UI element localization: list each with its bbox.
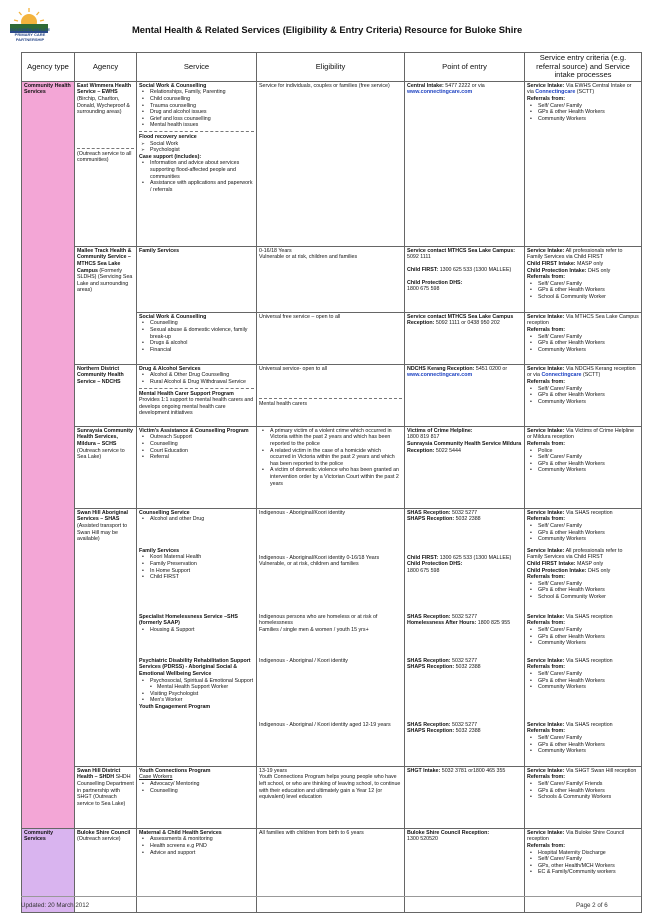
entry-phone: 5032 2388	[455, 728, 481, 735]
eligibility-text: Families / single men & women / youth 15 yrs+	[259, 626, 369, 633]
table-row	[22, 426, 642, 508]
list-item: • Alcohol & Other Drug Counselling	[139, 372, 254, 379]
eligibility-text: Universal free service – open to all	[259, 313, 341, 320]
referrals-label: Referrals from:	[527, 574, 565, 581]
list-item: • Referral	[139, 454, 254, 461]
list-item: • Self/ Carer/ Family	[527, 334, 639, 341]
footer-page-number: Page 2 of 6	[576, 902, 608, 909]
eligibility-text: Indigenous - Aboriginal/Koori identity	[259, 509, 345, 516]
criteria-text: Via SHAS reception	[565, 721, 613, 728]
referrals-label: Referrals from:	[527, 95, 565, 102]
service-heading: Social Work & Counselling	[139, 313, 207, 320]
eligibility-cell	[257, 364, 405, 426]
criteria-text: Via EWHS Central Intake or via	[527, 82, 632, 96]
criteria-label: Child Protection Intake:	[527, 267, 587, 274]
list-item: • Community Workers	[527, 399, 639, 406]
table-row	[22, 828, 642, 912]
entry-cell	[405, 508, 525, 766]
list-item: • Advocacy/ Mentoring	[139, 781, 254, 788]
list-item: • In Home Support	[139, 568, 254, 575]
entry-label: SHAS Reception:	[407, 721, 451, 728]
service-heading: Family Services	[139, 247, 180, 254]
agency-note: (Outreach service)	[77, 836, 121, 843]
criteria-label: Service Intake:	[527, 427, 565, 434]
list-item: • GPs & other Health Workers	[527, 678, 639, 685]
header-agency: Agency	[75, 53, 137, 82]
referrals-label: Referrals from:	[527, 774, 565, 781]
connectingcare-link[interactable]: Connectingcare	[535, 89, 576, 96]
header-entry-criteria: Service entry criteria (e.g. referral source) and Service intake processes	[525, 53, 642, 82]
service-heading: Victim's Assistance & Counselling Program	[139, 427, 249, 434]
entry-label: SHAPS Reception:	[407, 664, 455, 671]
criteria-text: DHS only	[587, 267, 611, 274]
agency-name: East Wimmera Health Service – EWHS	[77, 82, 132, 96]
entry-label: SHAPS Reception:	[407, 516, 455, 523]
list-item: • Psychosocial, Spiritual & Emotional Support	[139, 678, 254, 685]
list-item: • Mental Health Support Worker	[139, 684, 254, 691]
entry-label: Victims of Crime Helpline:	[407, 427, 473, 434]
list-item: • Information and advice about services supporting flood-affected people and communities	[139, 160, 254, 180]
agency-note: (Assisted transport to Swan Hill may be available)	[77, 522, 128, 543]
criteria-cell	[525, 766, 642, 828]
criteria-text: MASP only	[577, 260, 604, 267]
criteria-cell	[525, 312, 642, 364]
criteria-label: Service Intake:	[527, 613, 565, 620]
list-item: • Health screens e.g PND	[139, 843, 254, 850]
list-item: • Grief and loss counselling	[139, 116, 254, 123]
service-heading: Drug & Alcohol Services	[139, 365, 201, 372]
agency-type-cell	[22, 81, 75, 828]
criteria-cell	[525, 246, 642, 312]
list-item: • Counselling	[139, 320, 254, 327]
entry-phone: 5032 5277	[452, 721, 478, 728]
list-item: • GPs, other Health/MCH Workers	[527, 863, 639, 870]
list-item: • Counselling	[139, 788, 254, 795]
list-item: • Relationships, Family, Parenting	[139, 89, 254, 96]
list-item: • Community Workers	[527, 467, 639, 474]
criteria-text: MASP only	[577, 560, 604, 567]
eligibility-text: Indigenous persons who are homeless or at risk of homelessness	[259, 613, 378, 627]
list-item: • Community Workers	[527, 684, 639, 691]
eligibility-text: All families with children from birth to 6 years	[259, 829, 364, 836]
table-row	[22, 766, 642, 828]
entry-label: SHAS Reception:	[407, 657, 451, 664]
list-item: ➢ Psychologist	[139, 147, 254, 154]
eligibility-cell	[257, 246, 405, 312]
entry-phone: 5032 5277	[452, 509, 478, 516]
list-item: • Outreach Support	[139, 434, 254, 441]
criteria-cell	[525, 81, 642, 246]
agency-type-cell	[22, 828, 75, 912]
list-item: • Sexual abuse & domestic violence, family break-up	[139, 327, 254, 340]
agency-cell	[75, 81, 137, 246]
referrals-label: Referrals from:	[527, 842, 565, 849]
criteria-text: Via Victims of Crime Helpline or Mildura reception	[527, 427, 634, 441]
list-item: • Community Workers	[527, 748, 639, 755]
entry-phone: 1300 625 533 (1300 MALLEE)	[439, 266, 512, 273]
entry-label: SHAPS Reception:	[407, 728, 455, 735]
entry-phone: 5032 5277	[452, 613, 478, 620]
list-item: • GPs & other Health Workers	[527, 788, 639, 795]
connectingcare-link[interactable]: Connectingcare	[541, 372, 582, 379]
list-item: • Child counselling	[139, 96, 254, 103]
service-heading: Social Work & Counselling	[139, 82, 207, 89]
entry-label: SHAS Reception:	[407, 613, 451, 620]
service-heading: Case support (includes):	[139, 153, 202, 160]
service-cell	[137, 312, 257, 364]
entry-label: NDCHS Kerang Reception:	[407, 365, 475, 372]
list-item: • Trauma counselling	[139, 103, 254, 110]
list-item: • GPs & other Health Workers	[527, 634, 639, 641]
eligibility-cell	[257, 508, 405, 766]
list-item: • Self/ Carer/ Family/ Friends	[527, 781, 639, 788]
entry-cell	[405, 766, 525, 828]
logo-text: SOUTHERN MALLEE PRIMARY CARE PARTNERSHIP	[10, 27, 50, 42]
service-cell	[137, 828, 257, 912]
list-item: • Rural Alcohol & Drug Withdrawal Service	[139, 379, 254, 386]
list-item: • Self/ Carer/ Family	[527, 103, 639, 110]
list-item: • GPs & other Health Workers	[527, 392, 639, 399]
list-item: • Court Education	[139, 448, 254, 455]
service-heading: Psychiatric Disability Rehabilitation Support Services (PDRSS) - Aboriginal Social & Emotional Wellbeing Service	[139, 657, 251, 677]
footer-divider	[21, 896, 641, 897]
entry-cell	[405, 81, 525, 246]
list-item: • Mental health issues	[139, 122, 254, 129]
list-item: • Visiting Psychologist	[139, 691, 254, 698]
table-row	[22, 81, 642, 246]
criteria-label: Service Intake:	[527, 767, 565, 774]
entry-phone: 5477 2222 or via	[445, 82, 485, 89]
list-item: • Schools & Community Workers	[527, 794, 639, 801]
criteria-text: (SCTT)	[576, 89, 595, 96]
criteria-text: Via SHAS reception	[565, 657, 613, 664]
list-item: ➢ Social Work	[139, 141, 254, 148]
service-heading: Family Services	[139, 547, 180, 554]
header-agency-type: Agency type	[22, 53, 75, 82]
service-cell	[137, 81, 257, 246]
service-subheading: Case Workers	[139, 774, 173, 781]
criteria-text: Via SHAS reception	[565, 509, 613, 516]
service-cell	[137, 508, 257, 766]
agency-note: SHDH Counselling Department in partnership with SHGT (Outreach service to Sea Lake)	[77, 774, 134, 807]
agency-note: (Birchip, Charlton, Donald, Wycheproof & surrounding areas)	[77, 95, 130, 116]
entry-phone: 5092 1111 or 0438 950 202	[435, 320, 500, 327]
eligibility-text: Universal service- open to all	[259, 365, 328, 372]
header-eligibility: Eligibility	[257, 53, 405, 82]
referrals-label: Referrals from:	[527, 440, 565, 447]
entry-cell	[405, 246, 525, 312]
agency-name: Swan Hill District Health – SHDH	[77, 767, 121, 781]
entry-label: Child FIRST:	[407, 554, 439, 561]
list-item: • Assistance with applications and paperwork / referrals	[139, 180, 254, 193]
list-item: • A primary victim of a violent crime which occurred in Victoria within the past 2 years and which has been reported to the police	[259, 428, 402, 448]
agency-name: Buloke Shire Council	[77, 829, 131, 836]
dashed-divider	[139, 388, 254, 389]
eligibility-cell	[257, 766, 405, 828]
criteria-text: Via MTHCS Sea Lake Campus reception	[527, 313, 639, 327]
list-item: • GPs & other Health Workers	[527, 287, 639, 294]
criteria-text: All professionals refer to Family Services via Child FIRST	[527, 547, 623, 561]
agency-name: Swan Hill Aboriginal Services – SHAS	[77, 509, 129, 523]
criteria-cell	[525, 364, 642, 426]
referrals-label: Referrals from:	[527, 664, 565, 671]
eligibility-text: 13-19 years	[259, 767, 287, 774]
entry-phone: 1300 625 533 (1300 MALLEE)	[439, 554, 512, 561]
list-item: • Housing & Support	[139, 627, 254, 634]
list-item: • Drug and alcohol issues	[139, 109, 254, 116]
agency-outreach-note: (Outreach service to all communities)	[77, 150, 132, 164]
eligibility-text: Youth Connections Program helps young people who have left school, or who are thinking of leaving school, to continue with their education and ultimately gain a Year 12 (or equivalent) level education	[259, 774, 401, 801]
criteria-text: Via SHGT Swan Hill reception	[565, 767, 637, 774]
entry-label: Sunraysia Community Health Service Mildura Reception:	[407, 440, 522, 454]
criteria-label: Service Intake:	[527, 82, 565, 89]
service-heading: Youth Engagement Program	[139, 703, 211, 710]
list-item: • School & Community Worker	[527, 294, 639, 301]
referrals-label: Referrals from:	[527, 620, 565, 627]
entry-label: Service contact MTHCS Sea Lake Campus:	[407, 247, 516, 254]
criteria-label: Service Intake:	[527, 509, 565, 516]
service-description: Provides 1:1 support to mental health carers and develops ongoing mental health care development initiatives	[139, 397, 254, 417]
entry-label: Child FIRST:	[407, 266, 439, 273]
service-cell	[137, 766, 257, 828]
header-service: Service	[137, 53, 257, 82]
entry-phone: 1800 819 817	[407, 434, 440, 441]
list-item: • School & Community Worker	[527, 594, 639, 601]
agency-name: Mallee Track Health & Community Service – MTHCS Sea Lake Campus	[77, 247, 132, 274]
list-item: • A related victim in the case of a homicide which occurred in Victoria within the past 2 years and which has been reported to the police	[259, 448, 402, 468]
eligibility-cell	[257, 81, 405, 246]
list-item: • GPs & other Health Workers	[527, 587, 639, 594]
list-item: • Self/ Carer/ Family	[527, 671, 639, 678]
list-item: • Self/ Carer/ Family	[527, 386, 639, 393]
entry-label: Buloke Shire Council Reception:	[407, 829, 490, 836]
list-item: • Community Workers	[527, 640, 639, 647]
criteria-text: Via Buloke Shire Council reception	[527, 829, 625, 843]
agency-name: Northern District Community Health Service – NDCHS	[77, 365, 124, 385]
referrals-label: Referrals from:	[527, 728, 565, 735]
criteria-text: All professionals refer to Family Services via Child FIRST	[527, 247, 623, 261]
list-item: • Police	[527, 448, 639, 455]
criteria-label: Child FIRST Intake:	[527, 560, 576, 567]
eligibility-text: Indigenous - Aboriginal / Koori identity	[259, 657, 348, 664]
entry-cell	[405, 364, 525, 426]
criteria-cell	[525, 426, 642, 508]
agency-cell	[75, 246, 137, 364]
table-row	[22, 246, 642, 312]
agency-cell	[75, 426, 137, 508]
criteria-label: Service Intake:	[527, 657, 565, 664]
entry-phone: 1800 675 598	[407, 567, 440, 574]
list-item: • Counselling	[139, 441, 254, 448]
service-heading: Flood recovery service	[139, 133, 197, 140]
service-heading: Specialist Homelessness Service –SHS (formerly SAAP)	[139, 613, 238, 627]
connectingcare-link[interactable]: www.connectingcare.com	[407, 89, 473, 96]
entry-label: Homelessness After Hours:	[407, 620, 477, 627]
list-item: • Self/ Carer/ Family	[527, 856, 639, 863]
eligibility-text: Indigenous - Aboriginal/Koori identity 0-16/18 Years	[259, 554, 380, 561]
service-heading: Mental Health Carer Support Program	[139, 390, 234, 397]
entry-cell	[405, 312, 525, 364]
dashed-divider	[139, 131, 254, 132]
eligibility-cell	[257, 312, 405, 364]
service-heading: Counselling Service	[139, 509, 190, 516]
entry-phone: 5032 5277	[452, 657, 478, 664]
list-item: • Koori Maternal Health	[139, 554, 254, 561]
dashed-divider	[259, 398, 402, 399]
list-item: • Community Workers	[527, 536, 639, 543]
eligibility-cell	[257, 426, 405, 508]
agency-cell	[75, 766, 137, 828]
criteria-label: Service Intake:	[527, 829, 565, 836]
criteria-label: Service Intake:	[527, 721, 565, 728]
list-item: • GPs & other Health Workers	[527, 461, 639, 468]
list-item: • Financial	[139, 347, 254, 354]
list-item: • Self/ Carer/ Family	[527, 581, 639, 588]
list-item: • Community Workers	[527, 116, 639, 123]
footer-updated: Updated: 20 March 2012	[21, 902, 90, 909]
referrals-label: Referrals from:	[527, 516, 565, 523]
entry-phone: 5092 1111	[407, 254, 431, 261]
service-heading: Youth Connections Program	[139, 767, 211, 774]
entry-cell	[405, 828, 525, 912]
entry-label: Child Protection DHS:	[407, 561, 463, 568]
criteria-text: (SCTT)	[582, 372, 601, 379]
list-item: • GPs & other Health Workers	[527, 742, 639, 749]
entry-phone: 5032 2388	[455, 516, 481, 523]
list-item: • Community Workers	[527, 347, 639, 354]
agency-note: (Formerly SLDHS) (Servicing Sea Lake and surrounding areas)	[77, 267, 133, 294]
services-table	[21, 52, 642, 913]
entry-label: Service contact MTHCS Sea Lake Campus Reception:	[407, 313, 514, 327]
criteria-cell	[525, 508, 642, 766]
list-item: • Self/ Carer/ Family	[527, 454, 639, 461]
agency-cell	[75, 828, 137, 912]
entry-phone: 1800 825 955	[477, 620, 511, 627]
table-row	[22, 364, 642, 426]
eligibility-text: Vulnerable, or at risk, children and families	[259, 561, 359, 568]
criteria-label: Service Intake:	[527, 365, 565, 372]
eligibility-text: Mental health carers	[259, 401, 307, 408]
referrals-label: Referrals from:	[527, 326, 565, 333]
criteria-text: Via SHAS reception	[565, 613, 613, 620]
entry-phone: 5032 3781 or1800 465 355	[441, 767, 506, 774]
eligibility-text: Service for individuals, couples or families (free service)	[259, 82, 390, 89]
eligibility-cell	[257, 828, 405, 912]
list-item: • Hospital Maternity Discharge	[527, 850, 639, 857]
entry-phone: 1800 675 598	[407, 286, 440, 293]
service-heading: Maternal & Child Health Services	[139, 829, 222, 836]
agency-type-label: Community Health Services	[24, 82, 71, 96]
entry-cell	[405, 426, 525, 508]
service-cell	[137, 426, 257, 508]
agency-cell	[75, 364, 137, 426]
list-item: • Self/ Carer/ Family	[527, 735, 639, 742]
service-cell	[137, 246, 257, 312]
dashed-divider	[77, 148, 134, 149]
criteria-label: Child FIRST Intake:	[527, 260, 576, 267]
list-item: • Self/ Carer/ Family	[527, 627, 639, 634]
list-item: • Advice and support	[139, 850, 254, 857]
list-item: • Child FIRST	[139, 574, 254, 581]
criteria-label: Child Protection Intake:	[527, 567, 587, 574]
service-cell	[137, 364, 257, 426]
entry-label: Child Protection DHS:	[407, 279, 463, 286]
list-item: • Men's Worker	[139, 697, 254, 704]
list-item: • Drugs & alcohol	[139, 340, 254, 347]
entry-phone: 5022 5444	[435, 447, 461, 454]
list-item: • Assessments & monitoring	[139, 836, 254, 843]
entry-phone: 1300 520520	[407, 836, 438, 843]
entry-phone: 5451 0200 or	[475, 365, 508, 372]
eligibility-text: Vulnerable or at risk, children and families	[259, 254, 358, 261]
table-row	[22, 508, 642, 766]
eligibility-text: 0-16/18 Years	[259, 247, 292, 254]
criteria-label: Service Intake:	[527, 247, 565, 254]
list-item: • GPs & other Health Workers	[527, 109, 639, 116]
header-point-of-entry: Point of entry	[405, 53, 525, 82]
agency-note: (Outreach service to Sea Lake)	[77, 447, 125, 461]
agency-type-label: Community Services	[24, 829, 54, 843]
criteria-label: Service Intake:	[527, 313, 565, 320]
list-item: • Self/ Carer/ Family	[527, 523, 639, 530]
list-item: • Self/ Carer/ Family	[527, 281, 639, 288]
table-header-row	[22, 53, 642, 82]
criteria-text: Via NDCHS Kerang reception or via	[527, 365, 636, 379]
connectingcare-link[interactable]: www.connectingcare.com	[407, 372, 473, 379]
entry-label: Central Intake:	[407, 82, 444, 89]
list-item: • A victim of domestic violence who has been granted an intervention order by a Victorian Court within the past 2 years	[259, 467, 402, 487]
list-item: • Alcohol and other Drug	[139, 516, 254, 523]
list-item: • GPs & other Health Workers	[527, 530, 639, 537]
list-item: • EC & Family/Community workers	[527, 869, 639, 876]
list-item: • Family Preservation	[139, 561, 254, 568]
criteria-text: DHS only	[587, 567, 611, 574]
entry-label: SHAS Reception:	[407, 509, 451, 516]
agency-cell	[75, 508, 137, 766]
entry-phone: 5032 2388	[455, 664, 481, 671]
list-item: • GPs & other Health Workers	[527, 340, 639, 347]
agency-name: Sunraysia Community Health Services, Mildura – SCHS	[77, 427, 133, 447]
criteria-cell	[525, 828, 642, 912]
document-title: Mental Health & Related Services (Eligibility & Entry Criteria) Resource for Buloke Shire	[132, 24, 523, 35]
eligibility-text: Indigenous - Aboriginal / Koori identity aged 12-19 years	[259, 721, 391, 728]
entry-label: SHGT Intake:	[407, 767, 441, 774]
criteria-label: Service Intake:	[527, 547, 565, 554]
referrals-label: Referrals from:	[527, 378, 565, 385]
referrals-label: Referrals from:	[527, 274, 565, 281]
